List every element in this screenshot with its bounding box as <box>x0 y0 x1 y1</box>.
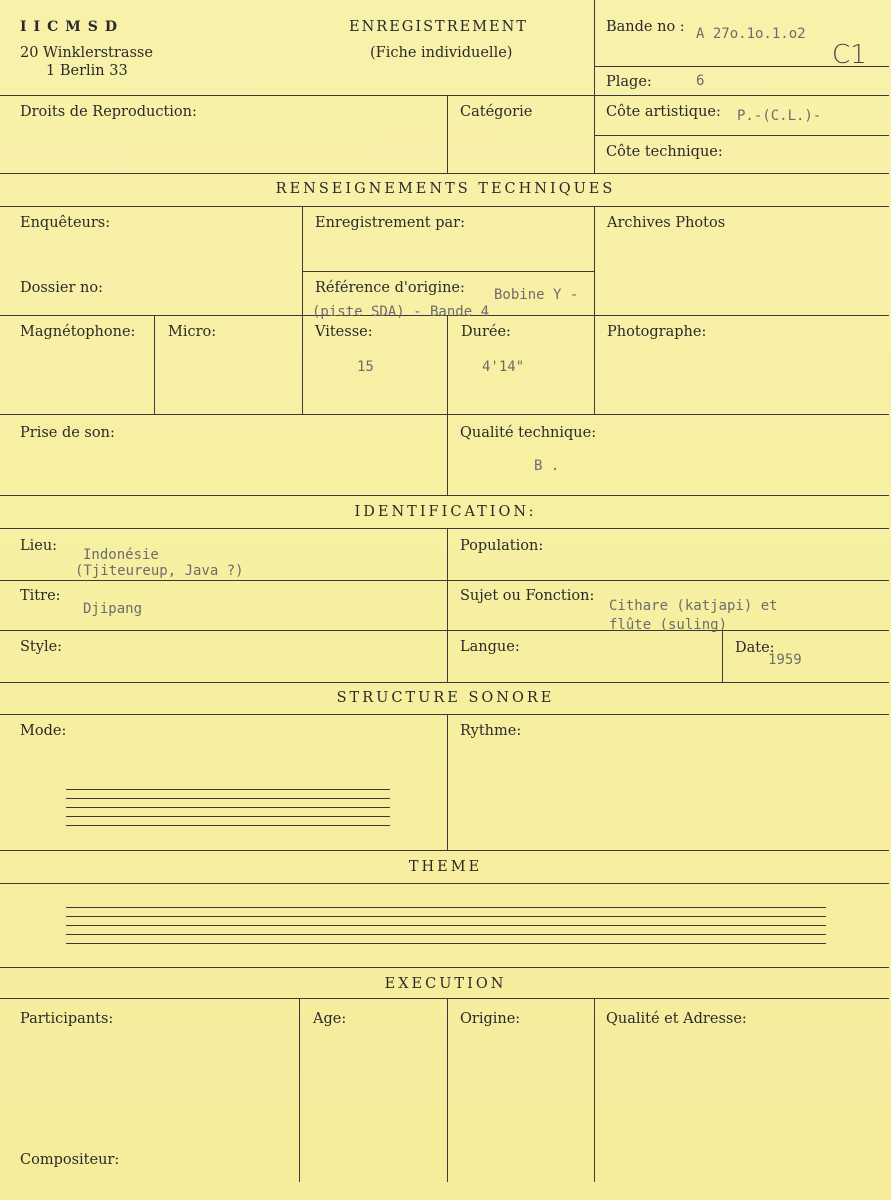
rule-cote <box>594 135 889 136</box>
langue-label: Langue: <box>460 639 520 655</box>
archives-photos-label: Archives Photos <box>607 215 726 231</box>
vrule-categorie <box>447 95 448 173</box>
vrule-age <box>299 998 300 1182</box>
compositeur-label: Compositeur: <box>20 1152 120 1168</box>
plage-value: 6 <box>696 73 705 89</box>
rule-technique-header <box>0 206 889 207</box>
population-label: Population: <box>460 538 544 554</box>
cote-artistique-label: Côte artistique: <box>606 104 721 120</box>
qualite-technique-value: B . <box>534 458 560 474</box>
sujet-value-2: flûte (suling) <box>609 617 728 633</box>
magnetophone-label: Magnétophone: <box>20 324 136 340</box>
vitesse-label: Vitesse: <box>315 324 373 340</box>
section-identification: IDENTIFICATION: <box>354 504 537 520</box>
mode-label: Mode: <box>20 723 67 739</box>
page-subtitle: (Fiche individuelle) <box>370 45 513 61</box>
vrule-date <box>722 630 723 682</box>
qualite-technique-label: Qualité technique: <box>460 425 597 441</box>
photographe-label: Photographe: <box>607 324 707 340</box>
vrule-header-right <box>594 0 595 173</box>
dossier-label: Dossier no: <box>20 280 103 296</box>
vitesse-value: 15 <box>357 359 374 375</box>
lieu-value-2: (Tjiteureup, Java ?) <box>75 563 244 579</box>
categorie-label: Catégorie <box>460 104 533 120</box>
origine-label: Origine: <box>460 1011 521 1027</box>
style-label: Style: <box>20 639 63 655</box>
bande-value: A 27o.1o.1.o2 <box>696 26 806 42</box>
titre-label: Titre: <box>20 588 61 604</box>
section-execution: EXECUTION <box>384 976 507 992</box>
micro-label: Micro: <box>168 324 217 340</box>
rule-style <box>0 682 889 683</box>
lieu-value-1: Indonésie <box>83 547 159 563</box>
rule-header-bottom <box>0 95 889 96</box>
vrule-origine <box>447 998 448 1182</box>
lieu-label: Lieu: <box>20 538 58 554</box>
vrule-tech-right <box>594 206 595 414</box>
section-technique: RENSEIGNEMENTS TECHNIQUES <box>275 181 616 197</box>
enqueteurs-label: Enquêteurs: <box>20 215 111 231</box>
bande-label: Bande no : <box>606 19 685 35</box>
cote-artistique-value: P.-(C.L.)- <box>737 108 822 124</box>
rythme-label: Rythme: <box>460 723 522 739</box>
rule-execution-header <box>0 998 889 999</box>
page-title: ENREGISTREMENT <box>349 19 528 35</box>
date-label: Date: <box>735 640 775 656</box>
org-logo: IICMSD <box>20 19 124 35</box>
participants-label: Participants: <box>20 1011 114 1027</box>
rule-structure-header <box>0 714 889 715</box>
reference-label: Référence d'origine: <box>315 280 465 296</box>
titre-value: Djipang <box>83 601 143 617</box>
rule-theme-bottom <box>0 967 889 968</box>
sujet-value-1: Cithare (katjapi) et <box>609 598 778 614</box>
address-line-2: 1 Berlin 33 <box>46 63 128 79</box>
duree-label: Durée: <box>461 324 511 340</box>
handwritten-mark: C1 <box>832 40 867 70</box>
rule-structure-bottom <box>0 850 889 851</box>
vrule-ident <box>447 528 448 682</box>
rule-lieu <box>0 580 889 581</box>
rule-technique-bottom <box>0 495 889 496</box>
vrule-rythme <box>447 714 448 850</box>
section-theme: THEME <box>408 859 483 875</box>
sujet-label: Sujet ou Fonction: <box>460 588 595 604</box>
prise-de-son-label: Prise de son: <box>20 425 115 441</box>
rule-reference <box>302 271 594 272</box>
qualite-adresse-label: Qualité et Adresse: <box>606 1011 747 1027</box>
vrule-tech-mid <box>302 206 303 414</box>
section-structure-sonore: STRUCTURE SONORE <box>336 690 555 706</box>
enregistrement-par-label: Enregistrement par: <box>315 215 465 231</box>
age-label: Age: <box>313 1011 347 1027</box>
vrule-micro <box>154 315 155 414</box>
vrule-qualite <box>447 414 448 495</box>
rule-prise <box>0 414 889 415</box>
rule-identification-header <box>0 528 889 529</box>
cote-technique-label: Côte technique: <box>606 144 723 160</box>
plage-label: Plage: <box>606 74 652 90</box>
rule-rights-bottom <box>0 173 889 174</box>
rule-titre <box>0 630 889 631</box>
droits-label: Droits de Reproduction: <box>20 104 197 120</box>
reference-value-2: (piste SDA) - Bande 4 <box>312 304 490 320</box>
vrule-qualite-adresse <box>594 998 595 1182</box>
date-value: 1959 <box>768 652 802 668</box>
vrule-duree <box>447 315 448 414</box>
address-line-1: 20 Winklerstrasse <box>20 45 153 61</box>
rule-theme-header <box>0 883 889 884</box>
reference-value-1: Bobine Y - <box>494 287 579 303</box>
duree-value: 4'14" <box>482 359 525 375</box>
